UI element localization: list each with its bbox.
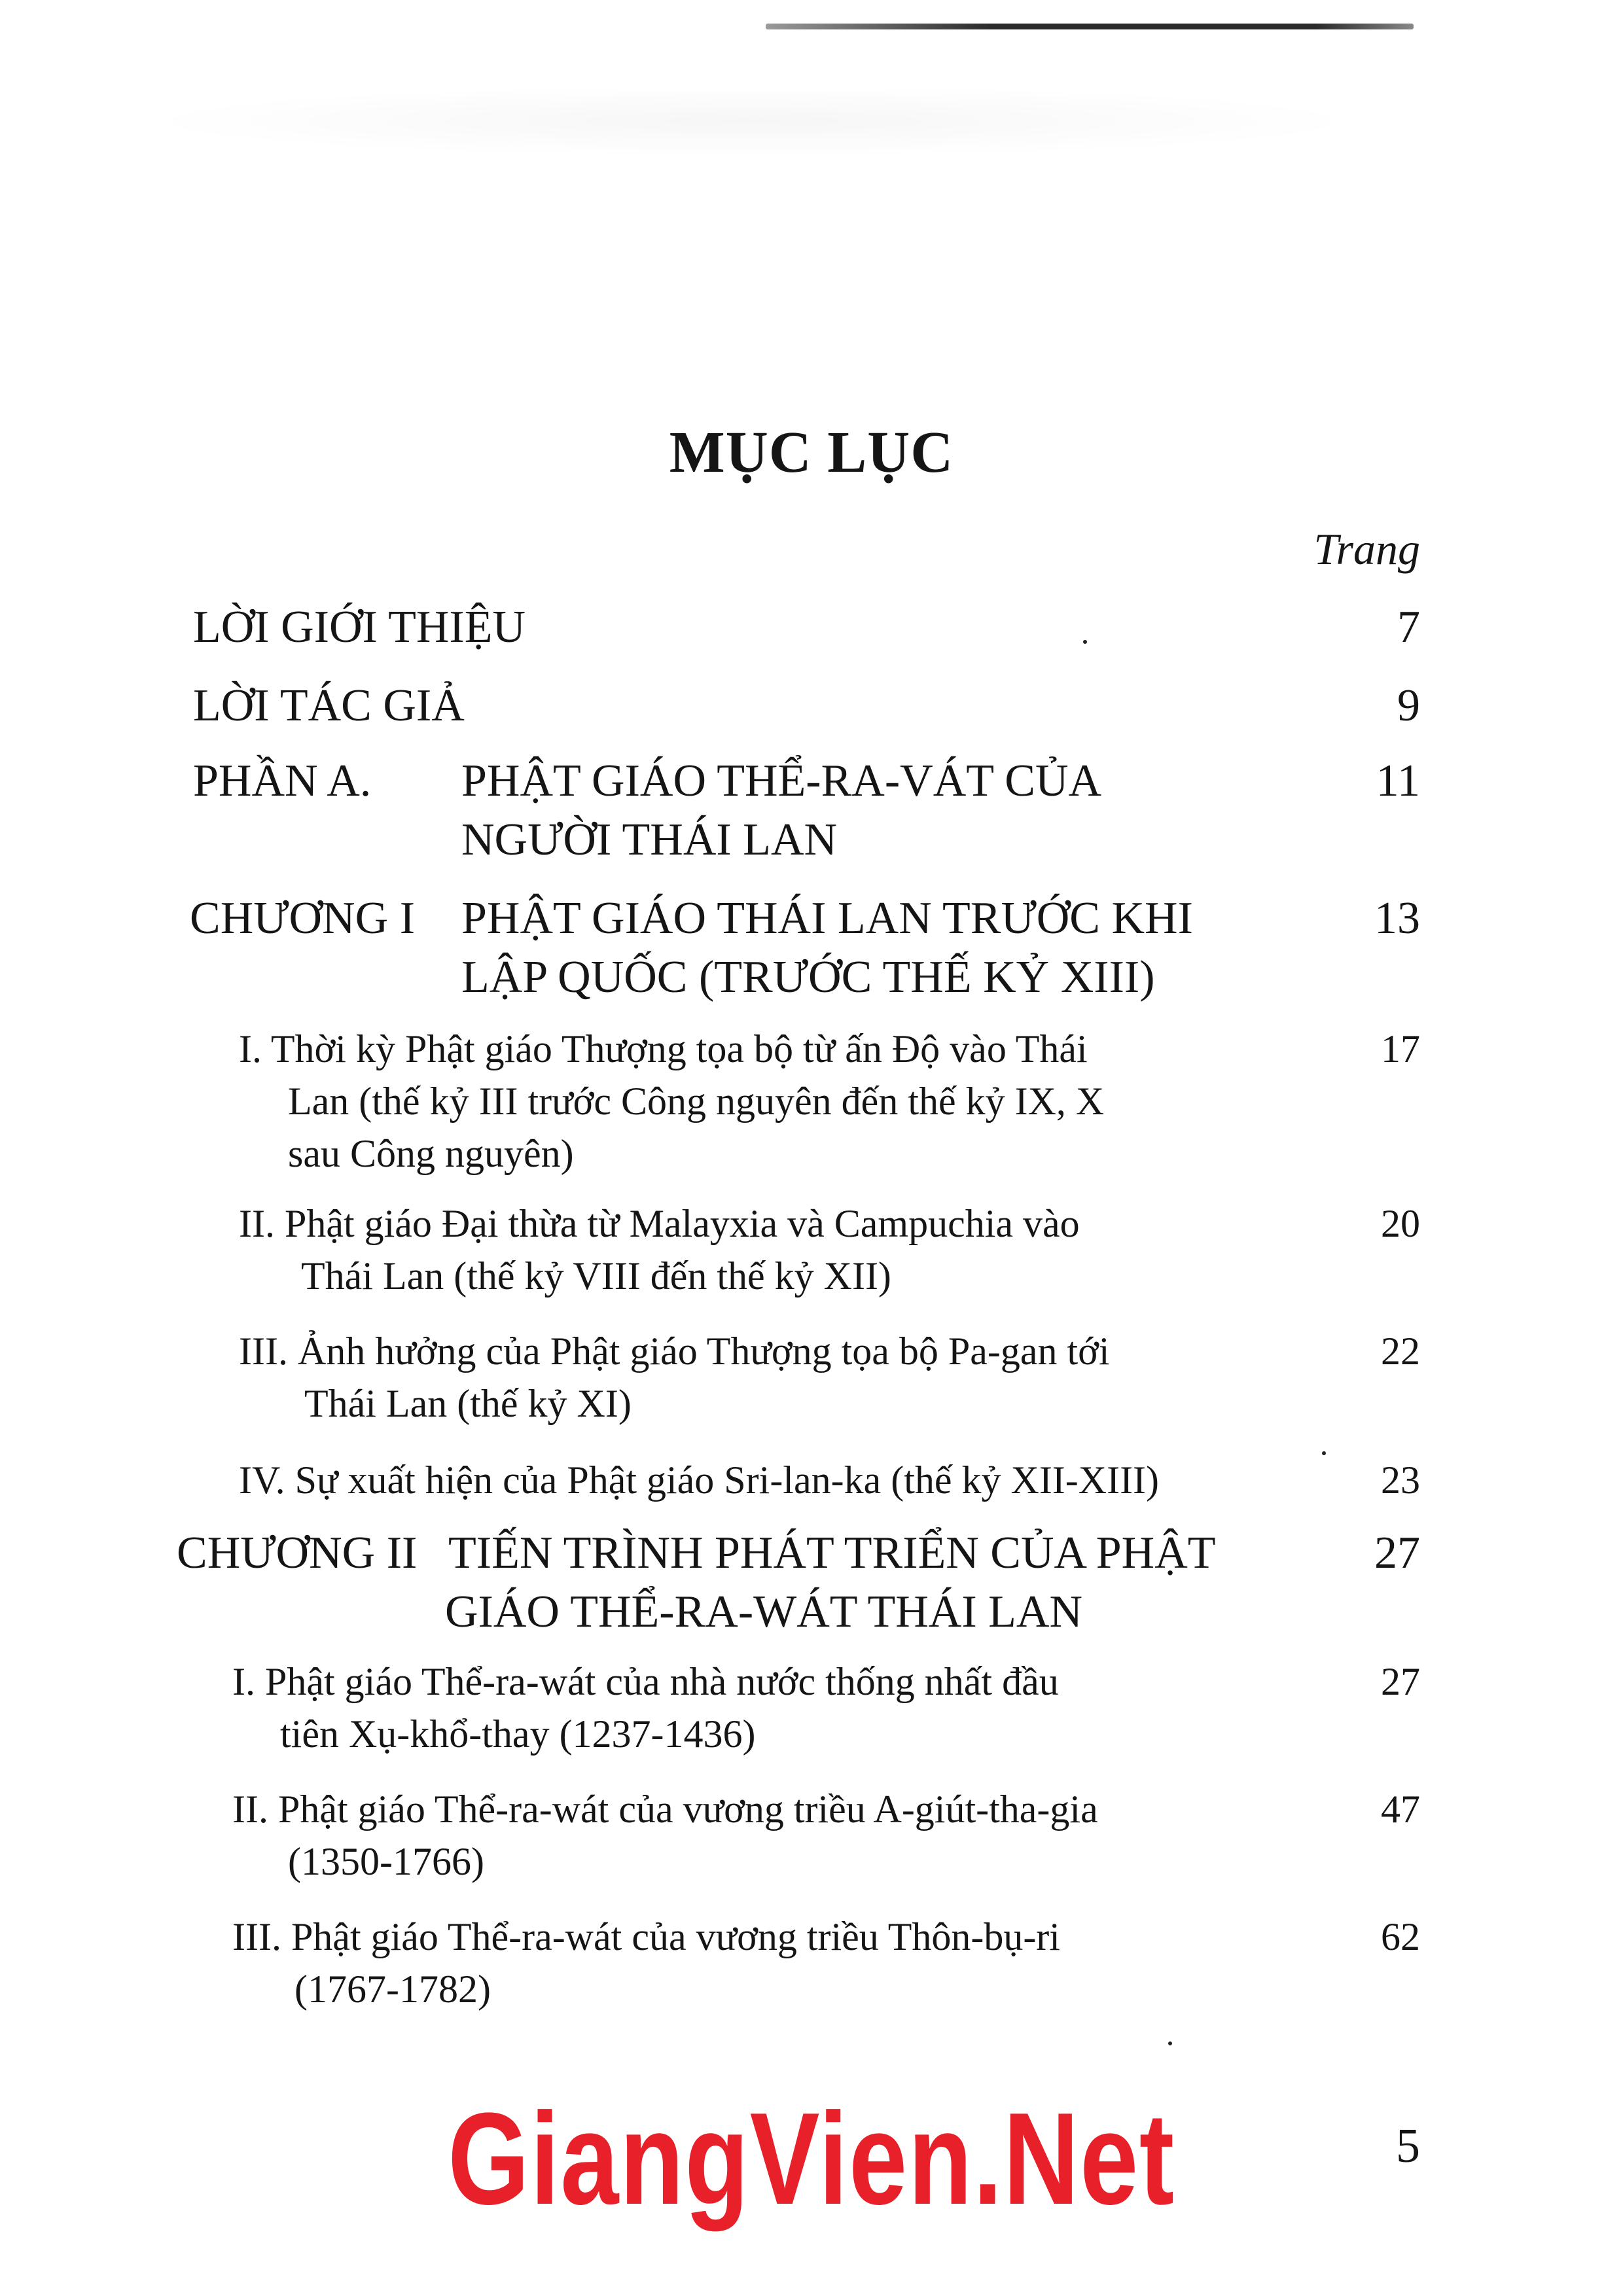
toc-page-number: 27 [1374, 1528, 1420, 1578]
page-number-folio: 5 [1396, 2119, 1420, 2173]
toc-page-number: 47 [1381, 1788, 1420, 1831]
page-edge-rule [766, 24, 1414, 29]
toc-entry-label: PHẦN A. [193, 756, 372, 806]
toc-page-number: 27 [1381, 1660, 1420, 1703]
toc-entry-title-line: III. Ảnh hưởng của Phật giáo Thượng tọa bộ Pa-gan tới [239, 1330, 1110, 1373]
toc-entry-title-line: Thái Lan (thế kỷ VIII đến thế kỷ XII) [301, 1254, 891, 1298]
stray-dot [1168, 2041, 1172, 2045]
toc-page-number: 17 [1381, 1027, 1420, 1070]
toc-entry-title-line: (1350-1766) [288, 1840, 484, 1883]
stray-dot [1083, 640, 1087, 644]
page-column-heading: Trang [1313, 524, 1420, 574]
toc-entry-label: CHƯƠNG II [177, 1528, 418, 1578]
toc-entry-label: CHƯƠNG I [190, 893, 416, 944]
toc-entry-title-line: Lan (thế kỷ III trước Công nguyên đến thế kỷ IX, X [288, 1080, 1105, 1123]
toc-entry-title-line: I. Phật giáo Thể-ra-wát của nhà nước thống nhất đầu [232, 1660, 1059, 1703]
toc-entry-title-line: III. Phật giáo Thể-ra-wát của vương triều Thôn-bụ-ri [232, 1915, 1060, 1958]
toc-entry-title-line: IV. Sự xuất hiện của Phật giáo Sri-lan-ka (thế kỷ XII-XIII) [239, 1458, 1160, 1502]
watermark-logo: GiangVien.Net [448, 2086, 1175, 2232]
toc-entry-title-line: tiên Xụ-khổ-thay (1237-1436) [280, 1712, 756, 1756]
toc-entry-title-line: PHẬT GIÁO THỂ-RA-VÁT CỦA [461, 756, 1102, 806]
toc-page-number: 7 [1397, 602, 1420, 652]
toc-page-number: 11 [1376, 756, 1420, 806]
toc-page-number: 22 [1381, 1330, 1420, 1373]
toc-entry-title-line: I. Thời kỳ Phật giáo Thượng tọa bộ từ ấn Độ vào Thái [239, 1027, 1088, 1070]
toc-page-number: 23 [1381, 1458, 1420, 1502]
toc-entry-title-line: TIẾN TRÌNH PHÁT TRIỂN CỦA PHẬT [448, 1528, 1216, 1578]
toc-entry-title: LỜI TÁC GIẢ [193, 680, 465, 731]
toc-entry-title-line: LẬP QUỐC (TRƯỚC THẾ KỶ XIII) [461, 952, 1155, 1002]
toc-page-number: 20 [1381, 1202, 1420, 1245]
page-title: MỤC LỤC [669, 420, 954, 485]
stray-dot [1322, 1451, 1326, 1455]
toc-entry-title-line: GIÁO THỂ-RA-WÁT THÁI LAN [445, 1587, 1083, 1637]
toc-entry-title-line: sau Công nguyên) [288, 1132, 574, 1175]
toc-entry-title-line: (1767-1782) [294, 1968, 491, 2011]
toc-entry-title-line: II. Phật giáo Thể-ra-wát của vương triều A-giút-tha-gia [232, 1788, 1098, 1831]
toc-entry-title-line: II. Phật giáo Đại thừa từ Malayxia và Campuchia vào [239, 1202, 1080, 1245]
toc-entry-title-line: PHẬT GIÁO THÁI LAN TRƯỚC KHI [461, 893, 1193, 944]
toc-entry-title-line: NGƯỜI THÁI LAN [461, 815, 838, 865]
toc-page-number: 9 [1397, 680, 1420, 731]
toc-entry-title: LỜI GIỚI THIỆU [193, 602, 526, 652]
toc-page-number: 13 [1374, 893, 1420, 944]
bleed-through-shadow [131, 85, 1374, 157]
toc-page-number: 62 [1381, 1915, 1420, 1958]
toc-entry-title-line: Thái Lan (thế kỷ XI) [304, 1382, 632, 1425]
